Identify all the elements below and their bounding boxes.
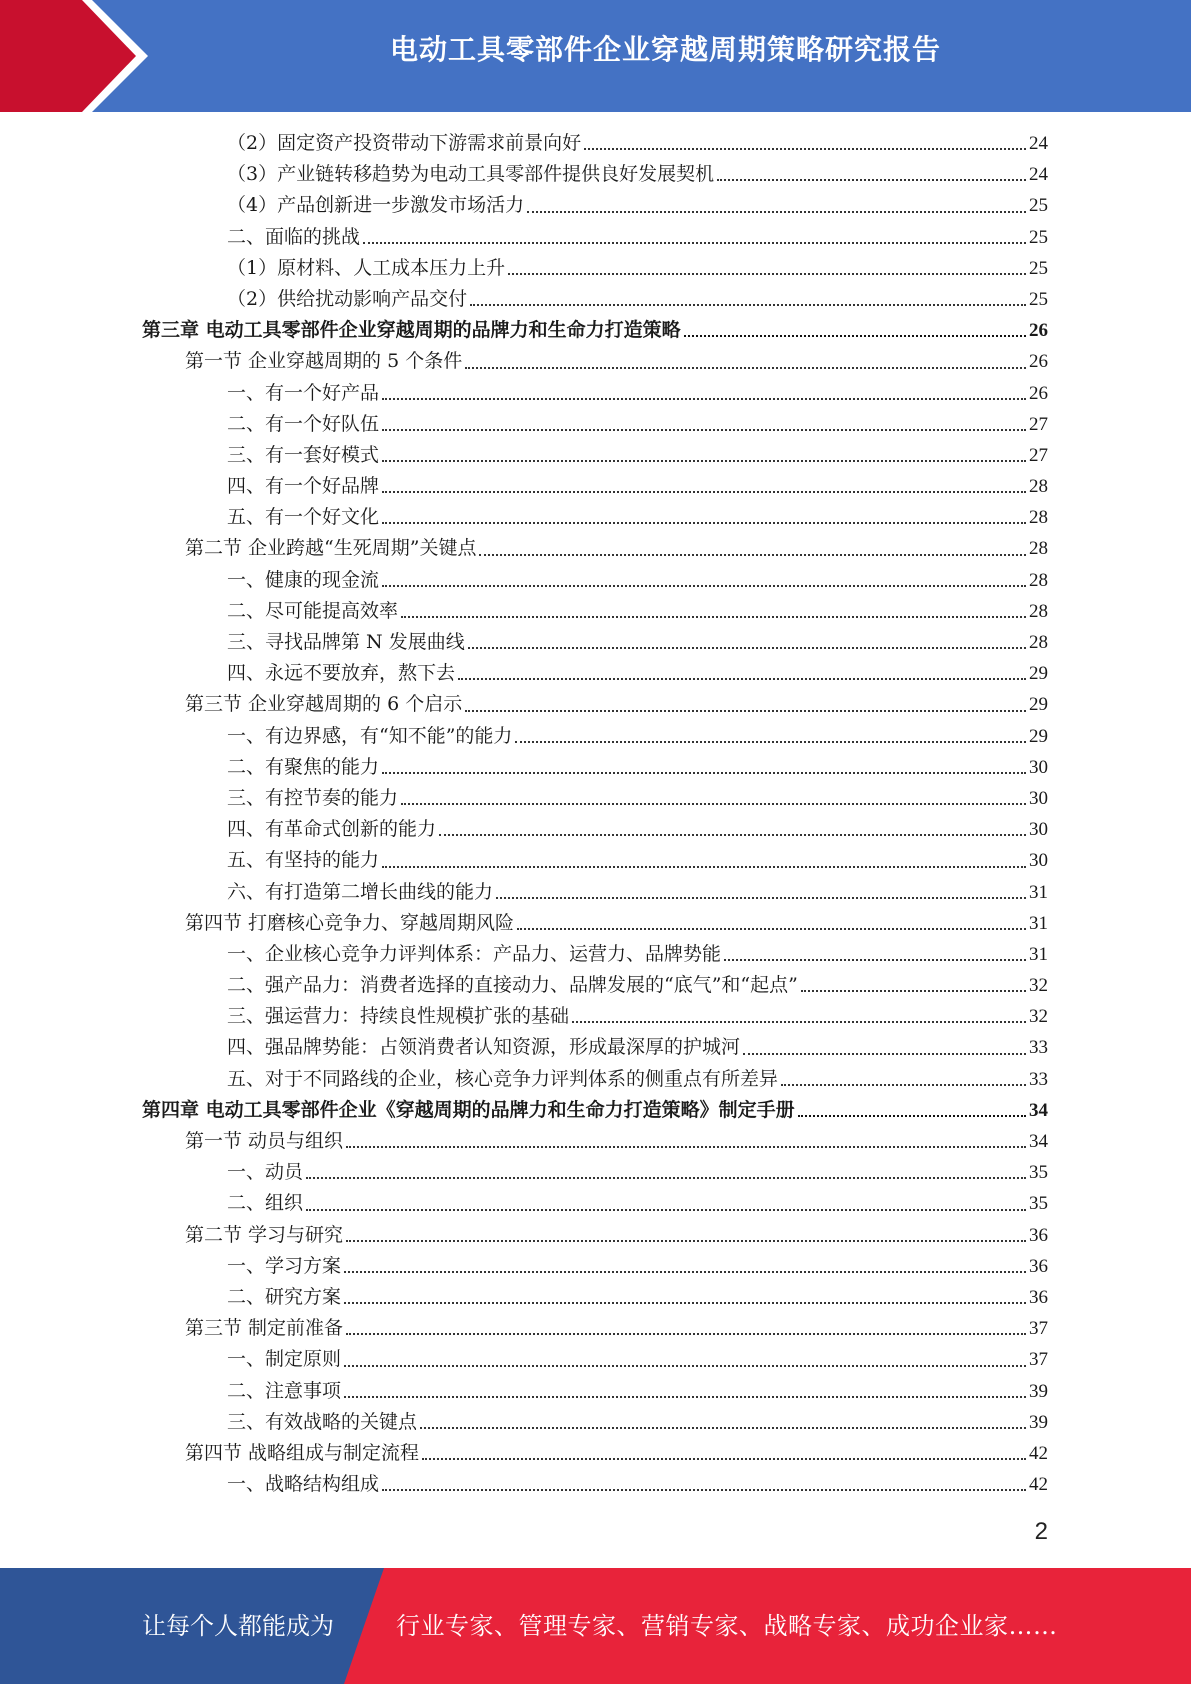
toc-dot-leader: [422, 1452, 1026, 1460]
toc-subsection-entry[interactable]: [142, 1376, 1048, 1407]
toc-dot-leader: [306, 1203, 1026, 1211]
toc-dot-leader: [382, 454, 1026, 462]
toc-dot-leader: [344, 1390, 1026, 1398]
toc-entry-title: 一、企业核心竞争力评判体系：产品力、运营力、品牌势能: [227, 942, 722, 965]
toc-entry-title: 三、寻找品牌第 N 发展曲线: [227, 631, 465, 653]
toc-entry-page: 25: [1029, 257, 1048, 279]
toc-entry-page: 42: [1029, 1474, 1048, 1496]
toc-entry-title: （4）产品创新进一步激发市场活力: [227, 194, 525, 217]
toc-subsection-entry[interactable]: [142, 783, 1048, 814]
toc-section-entry[interactable]: [142, 1313, 1048, 1344]
toc-dot-leader: [515, 735, 1026, 743]
toc-chapter-entry[interactable]: [142, 315, 1048, 346]
toc-entry-title: 一、战略结构组成: [227, 1473, 380, 1496]
toc-entry-title: 三、有一套好模式: [227, 443, 380, 466]
toc-dot-leader: [382, 860, 1026, 868]
toc-dot-leader: [724, 953, 1026, 961]
page-number: 2: [1034, 1518, 1048, 1545]
toc-entry-page: 26: [1029, 351, 1048, 373]
toc-entry-page: 25: [1029, 288, 1048, 310]
toc-entry-page: 30: [1029, 850, 1048, 872]
toc-dot-leader: [717, 173, 1026, 181]
toc-entry-page: 35: [1029, 1162, 1048, 1184]
toc-subsection-entry[interactable]: [142, 596, 1048, 627]
toc-chapter-entry[interactable]: [142, 1095, 1048, 1126]
toc-subsection-entry[interactable]: [142, 970, 1048, 1001]
toc-section-entry[interactable]: [142, 1220, 1048, 1251]
toc-subsection-entry[interactable]: [142, 1251, 1048, 1282]
toc-entry-page: 25: [1029, 226, 1048, 248]
toc-subsection-entry[interactable]: [142, 190, 1048, 221]
toc-entry-page: 28: [1029, 569, 1048, 591]
toc-entry-page: 27: [1029, 413, 1048, 435]
toc-dot-leader: [465, 704, 1026, 712]
table-of-contents: [142, 128, 1048, 1500]
toc-section-entry[interactable]: [142, 689, 1048, 720]
toc-section-entry[interactable]: [142, 1438, 1048, 1469]
toc-entry-title: 第一节 企业穿越周期的 5 个条件: [185, 350, 463, 373]
toc-entry-page: 24: [1029, 133, 1048, 154]
toc-entry-page: 35: [1029, 1193, 1048, 1215]
toc-dot-leader: [781, 1078, 1026, 1086]
toc-dot-leader: [382, 579, 1026, 587]
toc-entry-page: 37: [1029, 1318, 1048, 1340]
toc-entry-title: 第四节 打磨核心竞争力、穿越周期风险: [185, 911, 515, 934]
toc-dot-leader: [572, 1015, 1026, 1023]
toc-entry-page: 29: [1029, 694, 1048, 716]
toc-entry-page: 28: [1029, 632, 1048, 653]
toc-dot-leader: [496, 891, 1026, 899]
toc-subsection-entry[interactable]: [142, 128, 1048, 159]
toc-entry-title: （1）原材料、人工成本压力上升: [227, 256, 506, 279]
toc-entry-title: 四、有革命式创新的能力: [227, 818, 437, 841]
toc-entry-title: （3）产业链转移趋势为电动工具零部件提供良好发展契机: [227, 163, 715, 186]
toc-entry-title: 二、面临的挑战: [227, 225, 361, 248]
toc-dot-leader: [517, 922, 1026, 930]
toc-entry-title: 第一节 动员与组织: [185, 1130, 344, 1152]
toc-entry-title: 第三节 企业穿越周期的 6 个启示: [185, 693, 463, 716]
toc-entry-page: 26: [1029, 382, 1048, 404]
toc-dot-leader: [470, 298, 1026, 306]
toc-subsection-entry[interactable]: [142, 1064, 1048, 1095]
toc-subsection-entry[interactable]: [142, 939, 1048, 970]
toc-entry-title: 一、动员: [227, 1161, 304, 1184]
toc-section-entry[interactable]: [142, 1126, 1048, 1157]
toc-entry-title: （2）固定资产投资带动下游需求前景向好: [227, 132, 582, 154]
toc-dot-leader: [346, 1140, 1026, 1148]
toc-dot-leader: [344, 1359, 1026, 1367]
toc-entry-title: 五、对于不同路线的企业，核心竞争力评判体系的侧重点有所差异: [227, 1067, 779, 1090]
toc-entry-title: 第二节 学习与研究: [185, 1223, 344, 1246]
toc-dot-leader: [401, 797, 1026, 805]
toc-entry-title: 二、注意事项: [227, 1379, 342, 1402]
toc-entry-title: 第三章 电动工具零部件企业穿越周期的品牌力和生命力打造策略: [142, 319, 681, 342]
toc-dot-leader: [382, 516, 1026, 524]
toc-entry-page: 33: [1029, 1068, 1048, 1090]
toc-subsection-entry[interactable]: [142, 378, 1048, 409]
toc-entry-page: 28: [1029, 507, 1048, 529]
toc-entry-title: 三、有效战略的关键点: [227, 1410, 418, 1433]
toc-entry-page: 34: [1029, 1099, 1048, 1121]
toc-entry-page: 30: [1029, 819, 1048, 841]
toc-entry-title: 第二节 企业跨越“生死周期”关键点: [185, 537, 477, 560]
toc-subsection-entry[interactable]: [142, 440, 1048, 471]
toc-section-entry[interactable]: [142, 533, 1048, 564]
toc-entry-page: 32: [1029, 975, 1048, 997]
toc-entry-page: 32: [1029, 1006, 1048, 1028]
toc-entry-title: 第四章 电动工具零部件企业《穿越周期的品牌力和生命力打造策略》制定手册: [142, 1098, 795, 1121]
toc-subsection-entry[interactable]: [142, 253, 1048, 284]
toc-entry-title: 第三节 制定前准备: [185, 1317, 344, 1340]
toc-subsection-entry[interactable]: [142, 1001, 1048, 1032]
toc-subsection-entry[interactable]: [142, 1407, 1048, 1438]
toc-subsection-entry[interactable]: [142, 284, 1048, 315]
toc-entry-page: 36: [1029, 1286, 1048, 1308]
toc-entry-page: 31: [1029, 912, 1048, 934]
toc-entry-page: 31: [1029, 943, 1048, 965]
toc-subsection-entry[interactable]: [142, 565, 1048, 596]
toc-subsection-entry[interactable]: [142, 1188, 1048, 1219]
toc-subsection-entry[interactable]: [142, 752, 1048, 783]
toc-entry-title: 二、有聚焦的能力: [227, 755, 380, 778]
toc-dot-leader: [346, 1234, 1026, 1242]
toc-entry-page: 29: [1029, 725, 1048, 747]
toc-dot-leader: [743, 1047, 1026, 1055]
toc-entry-title: 二、研究方案: [227, 1285, 342, 1308]
toc-subsection-entry[interactable]: [142, 877, 1048, 908]
toc-subsection-entry[interactable]: [142, 409, 1048, 440]
toc-entry-page: 28: [1029, 538, 1048, 560]
toc-dot-leader: [468, 641, 1026, 649]
toc-dot-leader: [306, 1171, 1026, 1179]
toc-dot-leader: [382, 392, 1026, 400]
toc-subsection-entry[interactable]: [142, 1344, 1048, 1375]
toc-entry-title: 四、强品牌势能：占领消费者认知资源，形成最深厚的护城河: [227, 1036, 741, 1059]
toc-entry-page: 37: [1029, 1349, 1048, 1371]
toc-entry-page: 36: [1029, 1255, 1048, 1277]
toc-dot-leader: [420, 1421, 1026, 1429]
toc-entry-title: 一、有边界感，有“知不能”的能力: [227, 724, 513, 747]
toc-dot-leader: [508, 267, 1026, 275]
toc-entry-title: 一、学习方案: [227, 1254, 342, 1277]
toc-dot-leader: [801, 984, 1026, 992]
toc-entry-page: 28: [1029, 476, 1048, 498]
toc-entry-page: 25: [1029, 195, 1048, 217]
toc-entry-title: 二、组织: [227, 1192, 304, 1215]
toc-subsection-entry[interactable]: [142, 845, 1048, 876]
toc-dot-leader: [382, 766, 1026, 774]
toc-dot-leader: [684, 329, 1026, 337]
toc-dot-leader: [401, 610, 1026, 618]
toc-subsection-entry[interactable]: [142, 1469, 1048, 1500]
toc-entry-page: 39: [1029, 1380, 1048, 1402]
toc-dot-leader: [479, 548, 1026, 556]
toc-subsection-entry[interactable]: [142, 1032, 1048, 1063]
toc-entry-title: 三、强运营力：持续良性规模扩张的基础: [227, 1005, 570, 1028]
toc-entry-title: 六、有打造第二增长曲线的能力: [227, 880, 494, 903]
toc-entry-title: 一、健康的现金流: [227, 568, 380, 591]
toc-section-entry[interactable]: [142, 346, 1048, 377]
toc-entry-title: （2）供给扰动影响产品交付: [227, 287, 468, 310]
toc-subsection-entry[interactable]: [142, 1282, 1048, 1313]
toc-subsection-entry[interactable]: [142, 721, 1048, 752]
toc-entry-page: 29: [1029, 663, 1048, 685]
toc-entry-page: 30: [1029, 756, 1048, 778]
toc-subsection-entry[interactable]: [142, 502, 1048, 533]
toc-entry-title: 五、有坚持的能力: [227, 849, 380, 872]
toc-entry-title: 一、制定原则: [227, 1348, 342, 1371]
toc-subsection-entry[interactable]: [142, 814, 1048, 845]
toc-entry-title: 五、有一个好文化: [227, 506, 380, 529]
toc-entry-page: 27: [1029, 444, 1048, 466]
toc-entry-page: 33: [1029, 1037, 1048, 1059]
toc-entry-page: 28: [1029, 600, 1048, 622]
toc-entry-page: 39: [1029, 1411, 1048, 1433]
toc-entry-title: 一、有一个好产品: [227, 381, 380, 404]
toc-entry-title: 第四节 战略组成与制定流程: [185, 1441, 420, 1464]
toc-dot-leader: [584, 142, 1026, 150]
toc-dot-leader: [527, 205, 1026, 213]
toc-entry-page: 24: [1029, 164, 1048, 186]
toc-dot-leader: [458, 672, 1026, 680]
toc-subsection-entry[interactable]: [142, 658, 1048, 689]
toc-dot-leader: [363, 236, 1026, 244]
toc-subsection-entry[interactable]: [142, 159, 1048, 190]
toc-entry-page: 31: [1029, 881, 1048, 903]
toc-dot-leader: [465, 361, 1026, 369]
toc-entry-title: 二、有一个好队伍: [227, 412, 380, 435]
toc-subsection-entry[interactable]: [142, 222, 1048, 253]
toc-entry-page: 36: [1029, 1224, 1048, 1246]
toc-entry-title: 四、永远不要放弃，熬下去: [227, 662, 456, 685]
toc-dot-leader: [382, 423, 1026, 431]
toc-entry-title: 二、强产品力：消费者选择的直接动力、品牌发展的“底气”和“起点”: [227, 974, 798, 997]
toc-entry-title: 四、有一个好品牌: [227, 475, 380, 498]
toc-dot-leader: [439, 828, 1026, 836]
toc-subsection-entry[interactable]: [142, 627, 1048, 658]
toc-subsection-entry[interactable]: [142, 1157, 1048, 1188]
toc-section-entry[interactable]: [142, 908, 1048, 939]
footer-slogan-left: 让每个人都能成为: [142, 1612, 334, 1640]
toc-dot-leader: [344, 1265, 1026, 1273]
toc-dot-leader: [344, 1296, 1026, 1304]
toc-entry-title: 三、有控节奏的能力: [227, 786, 399, 809]
toc-dot-leader: [382, 485, 1026, 493]
document-title: 电动工具零部件企业穿越周期策略研究报告: [389, 33, 941, 66]
header-banner: [0, 0, 1191, 112]
footer-slogan-right: 行业专家、管理专家、营销专家、战略专家、成功企业家……: [396, 1612, 1058, 1640]
toc-entry-page: 30: [1029, 787, 1048, 809]
toc-entry-page: 34: [1029, 1131, 1048, 1152]
toc-subsection-entry[interactable]: [142, 471, 1048, 502]
toc-entry-title: 二、尽可能提高效率: [227, 599, 399, 622]
toc-dot-leader: [346, 1327, 1026, 1335]
footer-banner: [0, 1568, 1191, 1684]
toc-dot-leader: [382, 1483, 1026, 1491]
toc-dot-leader: [798, 1109, 1026, 1117]
toc-entry-page: 42: [1029, 1442, 1048, 1464]
toc-entry-page: 26: [1029, 320, 1048, 342]
